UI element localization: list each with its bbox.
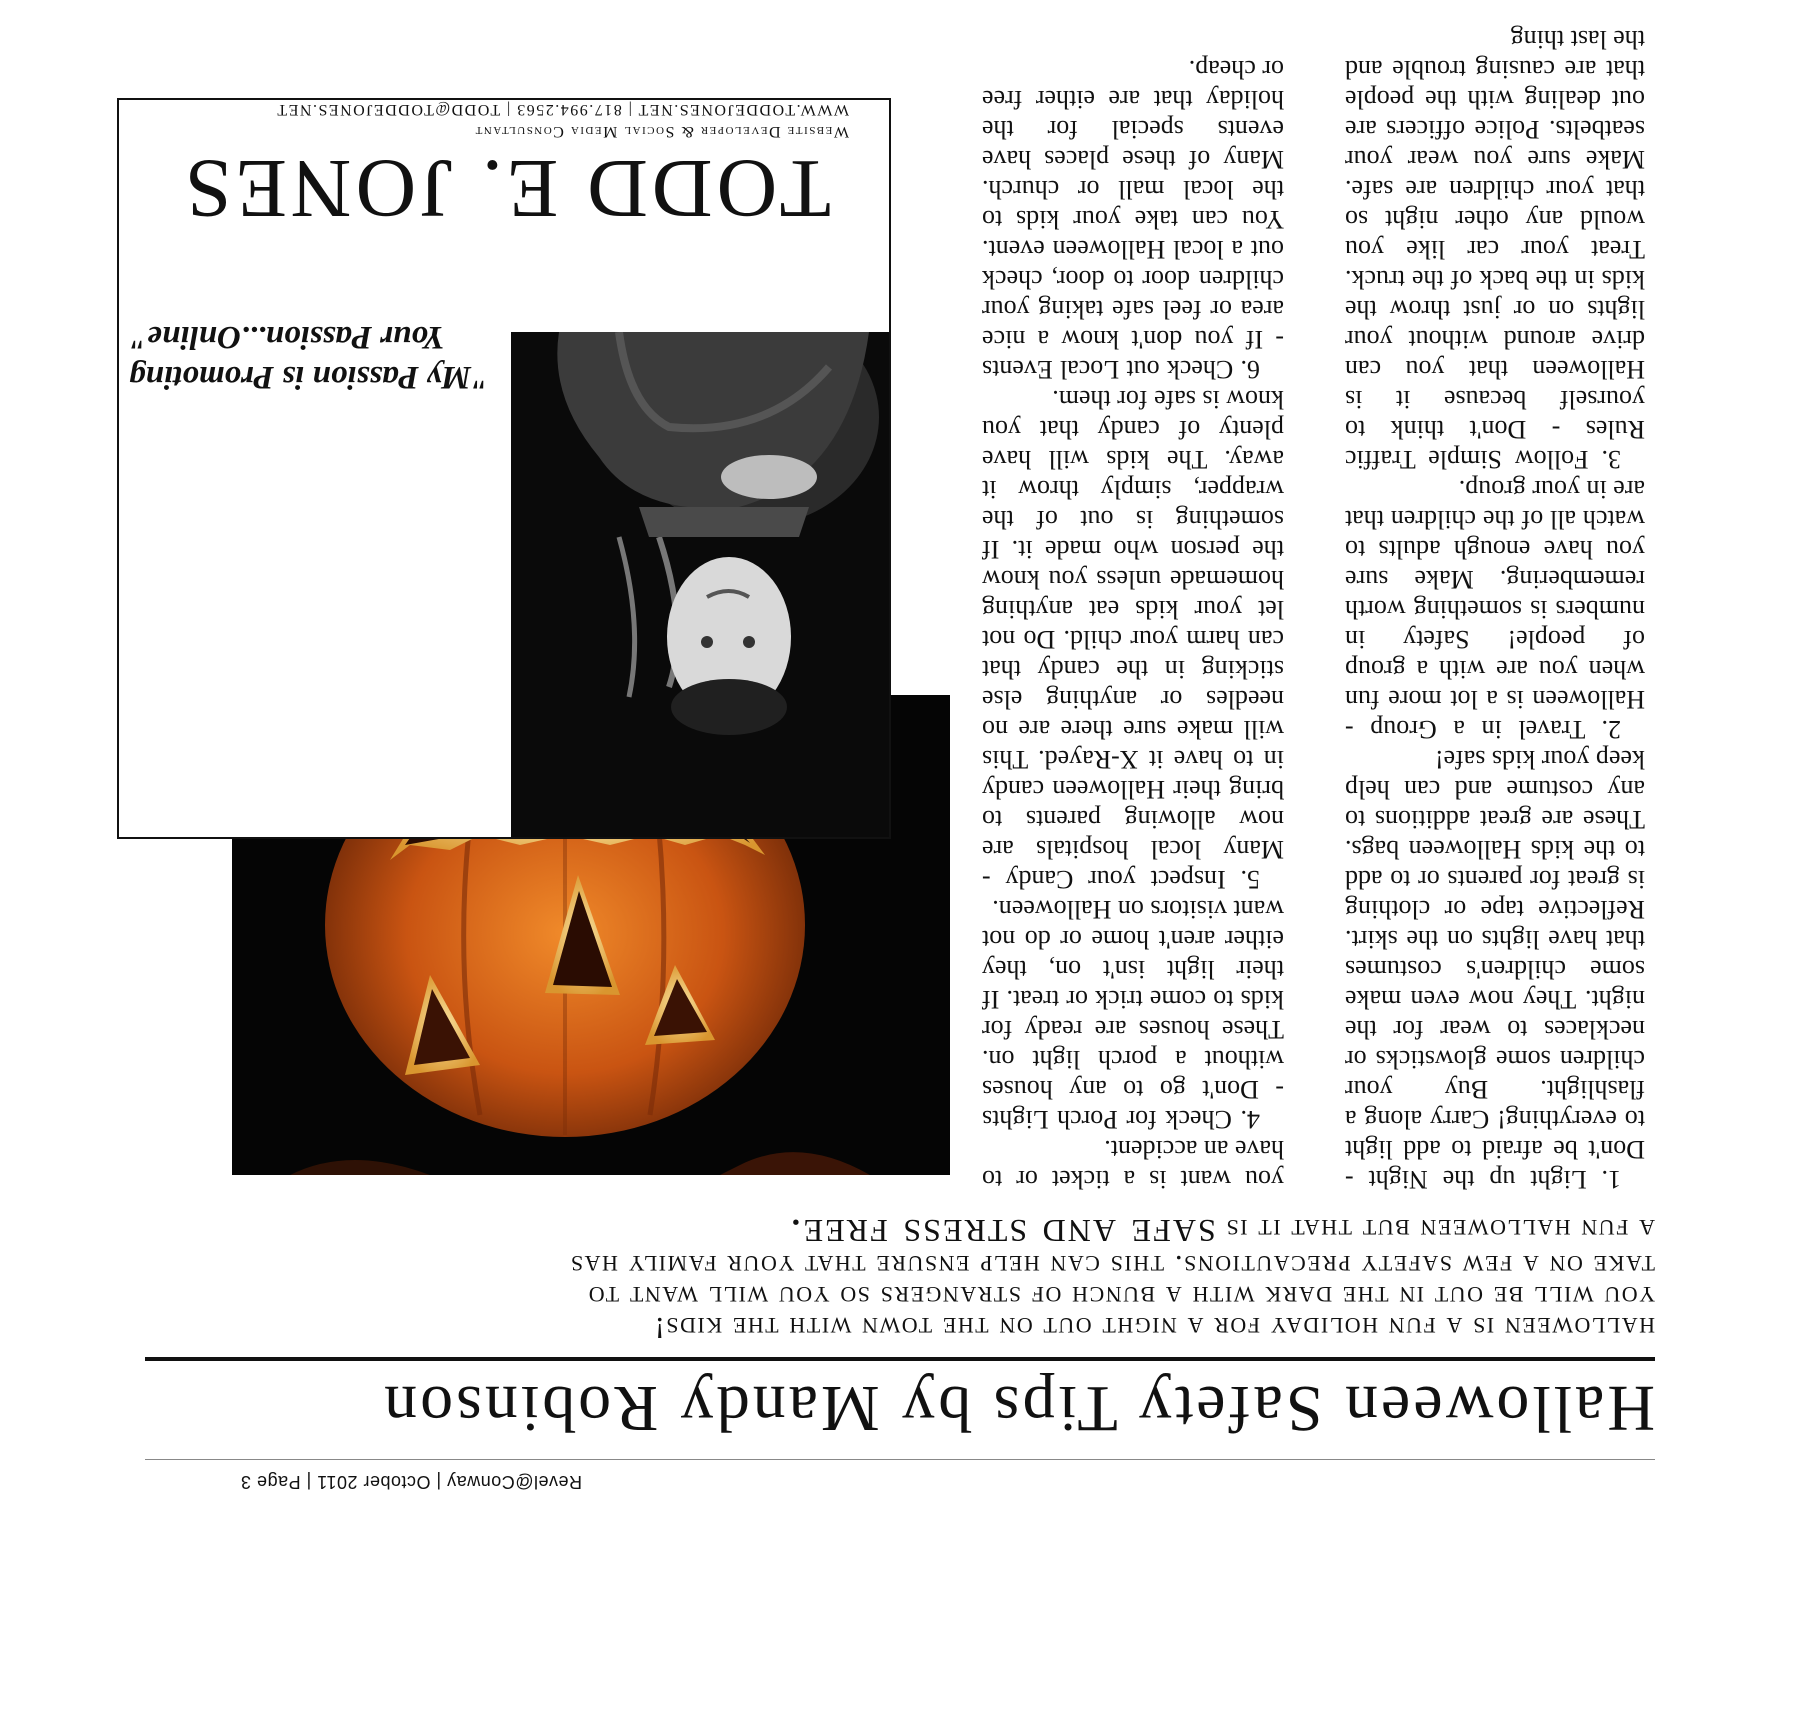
tip-3-continued: you want is a ticket or to have an accident. [982,1135,1284,1194]
deck-line-1: halloween is a fun holiday for a night out on the town with the kids! [652,1311,1655,1346]
tip-4-paragraph: 4. Check for Porch Lights - Don't go to any houses without a porch light on. These houses are ready for kids to come trick or treat. If their light isn't on, they either aren't home or do not want visitors on Halloween. [982,895,1284,1134]
advertisement [117,98,891,839]
deck-emphasis: safe and stress free. [788,1210,1216,1261]
ad-contact: WWW.TODDEJONES.NET | 817.994.2563 | TODD@TODDEJONES.NET [275,101,849,118]
article-column-2 [982,54,1284,1194]
deck-line-3: take on a few safety precautions. this can help ensure that your family has [569,1249,1655,1284]
ad-role: Website Developer & Social Media Consultant [474,123,849,140]
article-title: Halloween Safety Tips by Mandy Robinson [381,1372,1655,1445]
deck-line-4-text: a fun halloween but that it is [1215,1213,1655,1248]
folio-rule [145,1459,1655,1460]
deck-line-4 [145,1210,1655,1261]
tip-2-paragraph: 2. Travel in a Group - Halloween is a lot more fun when you are with a group of people! Safety in numbers is something worth remembering. Make sure you have enough adults to watch all of the children that are in your group. [1345,475,1645,744]
title-rule [145,1357,1655,1361]
ad-name: TODD E. JONES [180,142,831,235]
ad-tagline: "My Passion is Promoting Your Passion...Online" [129,319,490,395]
tip-1-paragraph: 1. Light up the Night - Don't be afraid to add light to everything! Carry along a flashlight. Buy your children some glowsticks or necklaces to wear for the night. They now even make some children's costumes that have lights on the skirt. Reflective tape or clothing is great for parents or to add to the kids Halloween bags. These are great additions to any costume and can help keep your kids safe! [1345,745,1645,1194]
deck-line-2: you will be out in the dark with a bunch of strangers so you will want to [587,1280,1655,1315]
article-column-1 [1345,24,1645,1194]
tip-3-paragraph: 3. Follow Simple Traffic Rules - Don't think to yourself because it is Halloween that you can drive around without your lights on or just throw the kids in the back of the truck. Treat your car like you would any other night so that your children are safe. Make sure you wear your seatbelts. Police officers are out dealing with the people that are causing trouble and the last thing [1345,25,1645,474]
page-folio: Revel@Conway | October 2011 | Page 3 [240,1472,582,1492]
tip-5-paragraph: 5. Inspect your Candy - Many local hospitals are now allowing parents to bring their Halloween candy in to have it X-Rayed. This will make sure there are no needles or anything else sticking in the candy that can harm your child. Do not let your kids eat anything homemade unless you know the person who made it. If something is out of the wrapper, simply throw it away. The kids will have plenty of candy that you know is safe for them. [982,385,1284,894]
tip-6-paragraph: 6. Check out Local Events - If you don't know a nice area or feel safe taking your children door to door, check out a local Halloween event. You can take your kids to the local mall or church. Many of these places have events special for the holiday that are either free or cheap. [982,55,1284,384]
portrait-photo [511,332,889,837]
portrait-illustration [511,332,889,837]
article-deck [145,1210,1655,1346]
